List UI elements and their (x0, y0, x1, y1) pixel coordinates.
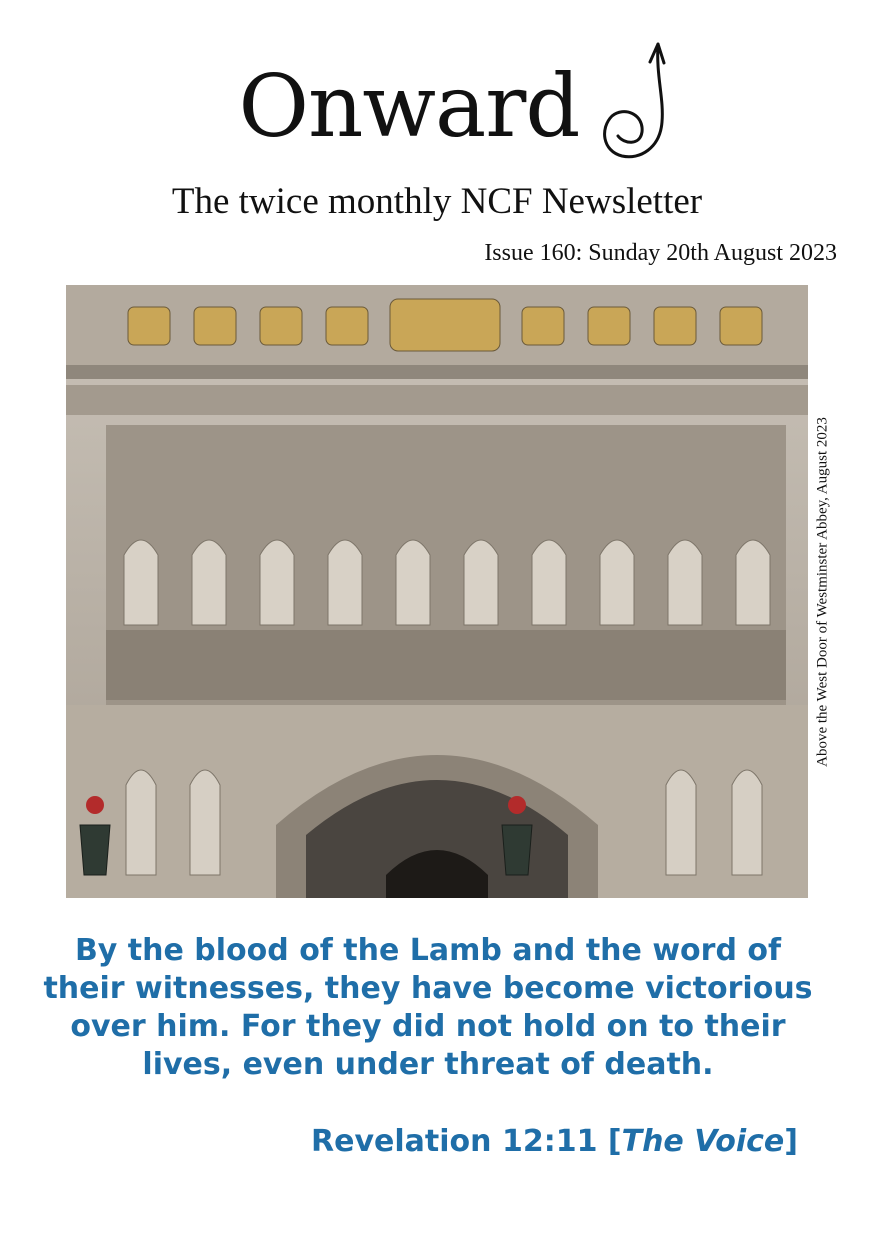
reference-prefix: Revelation 12:11 [ (311, 1124, 622, 1159)
photo-caption-text: Above the West Door of Westminster Abbey, August 2023 (814, 416, 831, 767)
newsletter-title: Onward (238, 57, 580, 157)
masthead (0, 0, 874, 280)
swirl-arrow-icon (598, 36, 672, 164)
abbey-west-door-photo (66, 285, 808, 898)
scripture-reference (311, 1124, 798, 1159)
photo-caption (808, 285, 838, 898)
reference-suffix: ] (784, 1124, 798, 1159)
newsletter-subtitle: The twice monthly NCF Newsletter (171, 181, 703, 222)
reference-version: The Voice (621, 1124, 785, 1159)
issue-line: Issue 160: Sunday 20th August 2023 (484, 240, 837, 266)
scripture-verse: By the blood of the Lamb and the word of their witnesses, they have become victorious over him. For they did not hold on to their lives, even under threat of death. (43, 933, 813, 1082)
